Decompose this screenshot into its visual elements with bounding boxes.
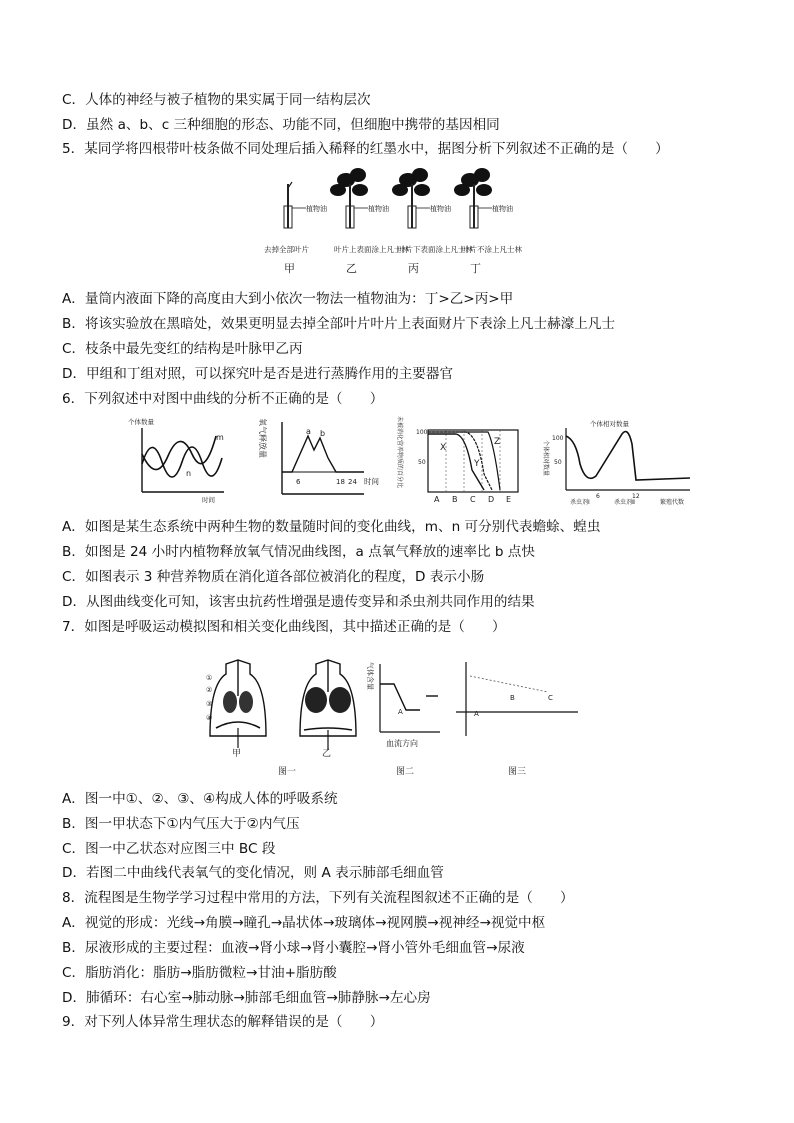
svg-text:杀虫剂Ⅱ: 杀虫剂Ⅱ bbox=[614, 499, 635, 506]
figure-q6-graph3 bbox=[396, 414, 536, 506]
svg-text:叶片不涂上凡士林: 叶片不涂上凡士林 bbox=[462, 245, 522, 254]
svg-text:b: b bbox=[320, 429, 326, 438]
svg-text:④: ④ bbox=[206, 714, 213, 722]
svg-text:6: 6 bbox=[596, 493, 600, 500]
svg-text:图二: 图二 bbox=[396, 767, 415, 777]
q6-option-d: D．从图曲线变化可知，该害虫抗药性增强是遗传变异和杀虫剂共同作用的结果 bbox=[62, 594, 535, 610]
graph-two bbox=[366, 662, 440, 777]
q7-option-d: D．若图二中曲线代表氧气的变化情况，则 A 表示肺部毛细血管 bbox=[62, 865, 444, 881]
svg-text:C: C bbox=[548, 694, 553, 702]
svg-text:50: 50 bbox=[418, 459, 426, 466]
question-7: 7．如图是呼吸运动模拟图和相关变化曲线图，其中描述正确的是（ ） bbox=[62, 619, 506, 635]
svg-text:X: X bbox=[440, 443, 447, 453]
svg-text:植物油: 植物油 bbox=[306, 205, 327, 213]
svg-text:植物油: 植物油 bbox=[430, 205, 451, 213]
svg-text:气体含量: 气体含量 bbox=[366, 662, 374, 690]
svg-text:图一: 图一 bbox=[278, 767, 297, 777]
svg-text:n: n bbox=[186, 469, 192, 478]
svg-text:18: 18 bbox=[336, 478, 345, 486]
question-5: 5．某同学将四根带叶枝条做不同处理后插入稀释的红墨水中，据图分析下列叙述不正确的是（ ） bbox=[62, 141, 669, 157]
svg-text:E: E bbox=[506, 495, 512, 504]
svg-text:B: B bbox=[510, 694, 515, 702]
setup-yi bbox=[330, 168, 389, 228]
svg-text:A: A bbox=[398, 708, 403, 716]
figure-q5 bbox=[258, 166, 528, 284]
svg-text:繁殖代数: 繁殖代数 bbox=[660, 499, 685, 506]
q8-option-a: A．视觉的形成：光线→角膜→瞳孔→晶状体→玻璃体→视网膜→视神经→视觉中枢 bbox=[62, 915, 546, 931]
q8-option-b: B．尿液形成的主要过程：血液→肾小球→肾小囊腔→肾小管外毛细血管→尿液 bbox=[62, 940, 525, 956]
svg-text:②: ② bbox=[206, 686, 213, 694]
setup-jia bbox=[284, 182, 327, 228]
svg-text:①: ① bbox=[206, 674, 213, 682]
q6-option-c: C．如图表示 3 种营养物质在消化道各部位被消化的程度，D 表示小肠 bbox=[62, 569, 485, 585]
svg-text:杀虫剂Ⅰ: 杀虫剂Ⅰ bbox=[570, 499, 590, 506]
svg-text:12: 12 bbox=[632, 493, 640, 500]
svg-text:24: 24 bbox=[348, 478, 357, 486]
svg-text:时间: 时间 bbox=[202, 496, 215, 504]
bell-jar-yi bbox=[300, 660, 356, 759]
svg-text:③: ③ bbox=[206, 700, 213, 708]
q5-option-c: C．枝条中最先变红的结构是叶脉甲乙丙 bbox=[62, 341, 303, 357]
svg-text:时间: 时间 bbox=[364, 477, 379, 486]
svg-text:C: C bbox=[470, 495, 476, 504]
figure-q6-graph4 bbox=[540, 414, 700, 506]
svg-text:个体相对数量: 个体相对数量 bbox=[590, 420, 629, 428]
setup-bing bbox=[392, 168, 451, 228]
svg-text:个体数量: 个体数量 bbox=[128, 418, 154, 426]
svg-text:未被消化营养物质的百分比: 未被消化营养物质的百分比 bbox=[396, 416, 403, 489]
option-c-prev: C．人体的神经与被子植物的果实属于同一结构层次 bbox=[62, 92, 371, 108]
setup-ding bbox=[454, 168, 513, 228]
svg-text:图三: 图三 bbox=[508, 767, 527, 777]
svg-text:100: 100 bbox=[416, 429, 428, 436]
svg-text:氧气释放量: 氧气释放量 bbox=[258, 418, 267, 458]
svg-text:血流方向: 血流方向 bbox=[386, 739, 418, 748]
svg-text:丙: 丙 bbox=[408, 262, 419, 275]
svg-text:A: A bbox=[434, 495, 440, 504]
svg-text:B: B bbox=[452, 495, 458, 504]
q6-option-a: A．如图是某生态系统中两种生物的数量随时间的变化曲线，m、n 可分别代表蟾蜍、蝗虫 bbox=[62, 519, 601, 535]
svg-text:D: D bbox=[488, 495, 495, 504]
svg-text:Z: Z bbox=[494, 437, 501, 447]
svg-text:Y: Y bbox=[474, 459, 480, 469]
svg-text:A: A bbox=[474, 710, 479, 718]
q5-option-a: A．量筒内液面下降的高度由大到小依次一物法一植物油为：丁>乙>丙>甲 bbox=[62, 291, 514, 307]
svg-text:植物油: 植物油 bbox=[368, 205, 389, 213]
option-d-prev: D．虽然 a、b、c 三种细胞的形态、功能不同，但细胞中携带的基因相同 bbox=[62, 117, 500, 133]
svg-text:叶片上表面涂上凡士林: 叶片上表面涂上凡士林 bbox=[334, 245, 409, 254]
svg-text:植物油: 植物油 bbox=[492, 205, 513, 213]
question-6: 6．下列叙述中对图中曲线的分析不正确的是（ ） bbox=[62, 391, 384, 407]
graph-three bbox=[456, 662, 578, 777]
svg-text:100: 100 bbox=[552, 435, 564, 442]
question-9: 9．对下列人体异常生理状态的解释错误的是（ ） bbox=[62, 1014, 384, 1030]
svg-text:甲: 甲 bbox=[284, 262, 295, 275]
q7-option-a: A．图一中①、②、③、④构成人体的呼吸系统 bbox=[62, 791, 338, 807]
svg-text:叶片下表面涂上凡士林: 叶片下表面涂上凡士林 bbox=[398, 245, 473, 254]
svg-text:去掉全部叶片: 去掉全部叶片 bbox=[264, 245, 309, 254]
svg-text:丁: 丁 bbox=[470, 262, 481, 275]
q7-option-b: B．图一甲状态下①内气压大于②内气压 bbox=[62, 816, 300, 832]
q8-option-c: C．脂肪消化：脂肪→脂肪微粒→甘油+脂肪酸 bbox=[62, 965, 337, 981]
q5-option-b: B．将该实验放在黑暗处，效果更明显去掉全部叶片叶片上表面财片下表涂上凡士赫濠上凡士 bbox=[62, 316, 616, 332]
svg-text:乙: 乙 bbox=[346, 262, 357, 275]
figure-q6-graph1 bbox=[128, 414, 228, 506]
q6-option-b: B．如图是 24 小时内植物释放氧气情况曲线图，a 点氧气释放的速率比 b 点快 bbox=[62, 544, 535, 560]
q8-option-d: D．肺循环：右心室→肺动脉→肺部毛细血管→肺静脉→左心房 bbox=[62, 990, 431, 1006]
svg-text:乙: 乙 bbox=[322, 749, 332, 759]
q5-option-d: D．甲组和丁组对照，可以探究叶是否是进行蒸腾作用的主要器官 bbox=[62, 366, 454, 382]
svg-text:m: m bbox=[216, 433, 224, 442]
figure-q7 bbox=[208, 656, 598, 780]
svg-text:6: 6 bbox=[296, 478, 301, 486]
figure-q6-graph2 bbox=[256, 414, 386, 506]
svg-text:a: a bbox=[306, 427, 311, 436]
svg-text:甲: 甲 bbox=[232, 749, 242, 759]
svg-text:50: 50 bbox=[554, 459, 562, 466]
q7-option-c: C．图一中乙状态对应图三中 BC 段 bbox=[62, 841, 276, 857]
svg-text:个体相对数量: 个体相对数量 bbox=[542, 440, 549, 477]
question-8: 8．流程图是生物学学习过程中常用的方法，下列有关流程图叙述不正确的是（ ） bbox=[62, 890, 574, 906]
bell-jar-jia bbox=[206, 660, 266, 759]
